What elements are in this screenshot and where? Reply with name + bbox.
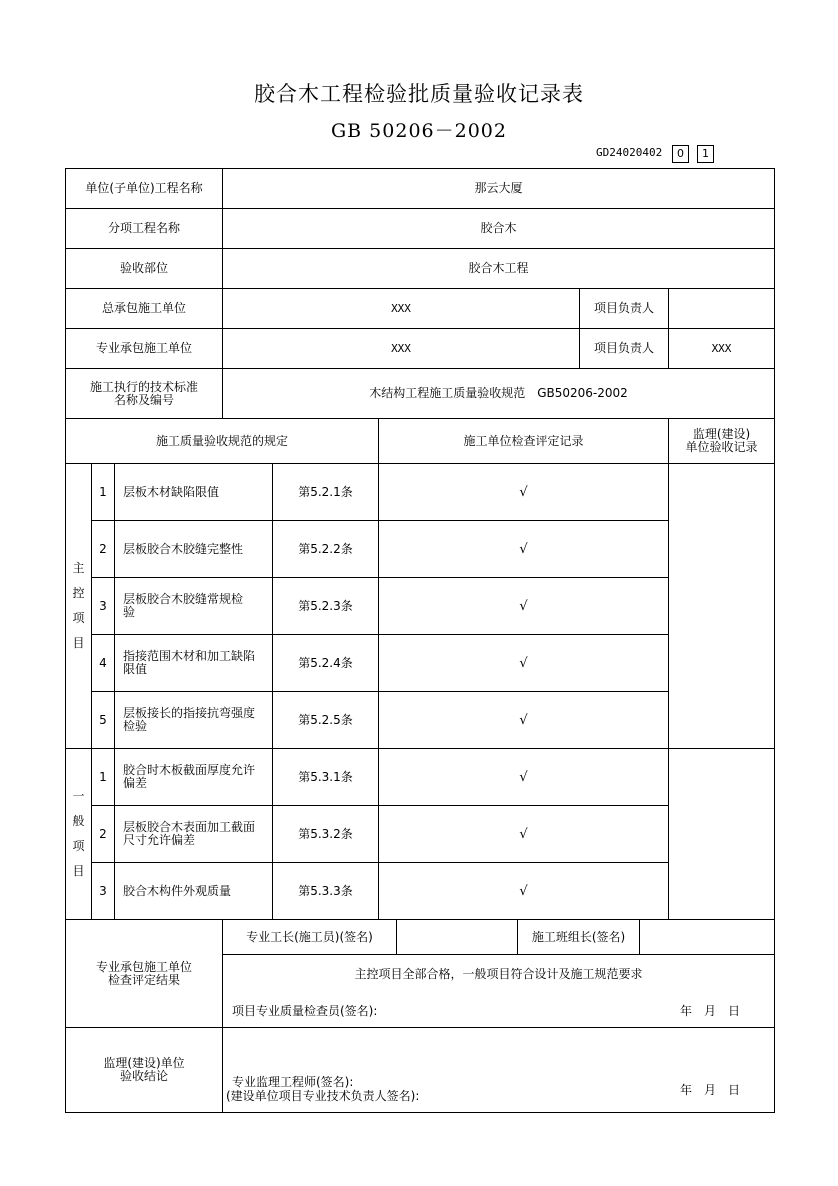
contractor-conclusion[interactable]: 主控项目全部合格，一般项目符合设计及施工规范要求 <box>354 966 643 981</box>
quality-inspector-signature-label: 项目专业质量检查员(签名): <box>232 1003 378 1018</box>
item-name: 层板胶合木胶缝完整性 <box>123 541 244 556</box>
general-label-char: 项 <box>72 839 85 853</box>
contractor-eval-label-line2: 检查评定结果 <box>107 972 180 987</box>
item-clause: 第5.2.4条 <box>298 655 353 670</box>
foreman-signature-label: 专业工长(施工员)(签名) <box>246 929 373 944</box>
record-column-header: 施工单位检查评定记录 <box>463 433 584 448</box>
item-result[interactable]: √ <box>519 883 528 899</box>
code-box-1[interactable]: 0 <box>672 145 689 163</box>
item-clause: 第5.2.5条 <box>298 712 353 727</box>
item-result[interactable]: √ <box>519 541 528 557</box>
item-number: 3 <box>99 883 107 898</box>
supervision-column-header <box>669 419 774 463</box>
project-manager-value-1[interactable] <box>669 289 774 328</box>
item-result[interactable]: √ <box>519 484 528 500</box>
project-name-label: 单位(子单位)工程名称 <box>85 181 203 195</box>
general-label-char: 一 <box>72 789 85 803</box>
general-label-char: 目 <box>72 864 85 878</box>
page-title: 胶合木工程检验批质量验收记录表 <box>254 82 584 106</box>
item-number: 5 <box>99 712 107 727</box>
project-name-value[interactable]: 那云大厦 <box>474 181 523 195</box>
code-box-2[interactable]: 1 <box>697 145 714 163</box>
item-name: 层板接长的指接抗弯强度检验 <box>123 706 256 733</box>
item-name: 层板胶合木胶缝常规检验 <box>123 592 244 619</box>
supervision-eval-label-line1: 监理(建设)单位 <box>103 1056 185 1070</box>
item-name: 胶合时木板截面厚度允许偏差 <box>123 763 256 790</box>
supervision-record-cell[interactable] <box>669 464 774 919</box>
supervision-header-line2: 单位验收记录 <box>685 440 758 454</box>
contractor-eval-label-line1: 专业承包施工单位 <box>95 959 192 974</box>
technical-standard-value[interactable]: 木结构工程施工质量验收规范 GB50206-2002 <box>369 386 628 400</box>
team-leader-signature-field[interactable] <box>640 920 774 954</box>
item-number: 3 <box>99 598 107 613</box>
item-number: 1 <box>99 484 107 499</box>
item-number: 1 <box>99 769 107 784</box>
specialty-contractor-value[interactable]: XXX <box>391 342 411 355</box>
technical-standard-label <box>66 369 222 418</box>
item-name: 层板木材缺陷限值 <box>123 484 220 499</box>
item-result[interactable]: √ <box>519 712 528 728</box>
specialty-contractor-label: 专业承包施工单位 <box>95 341 192 355</box>
project-manager-label-2: 项目负责人 <box>593 341 654 355</box>
supervision-eval-label-line2: 验收结论 <box>119 1069 168 1083</box>
supervision-eval-label <box>66 1028 222 1112</box>
item-result[interactable]: √ <box>519 769 528 785</box>
team-leader-signature-label: 施工班组长(签名) <box>531 929 626 944</box>
supervision-header-line1: 监理(建设) <box>692 427 751 441</box>
foreman-signature-field[interactable] <box>397 920 517 954</box>
main-label-char: 项 <box>72 611 85 625</box>
spec-column-header: 施工质量验收规范的规定 <box>155 433 288 448</box>
item-result[interactable]: √ <box>519 598 528 614</box>
item-result[interactable]: √ <box>519 655 528 671</box>
item-clause: 第5.3.3条 <box>298 883 353 898</box>
item-clause: 第5.3.2条 <box>298 826 353 841</box>
main-control-items-label <box>66 464 91 748</box>
subproject-name-label: 分项工程名称 <box>107 221 180 235</box>
contractor-eval-label <box>66 920 222 1027</box>
item-clause: 第5.3.1条 <box>298 769 353 784</box>
main-label-char: 控 <box>72 586 85 600</box>
item-number: 2 <box>99 826 107 841</box>
item-number: 4 <box>99 655 107 670</box>
item-number: 2 <box>99 541 107 556</box>
general-contractor-label: 总承包施工单位 <box>101 301 186 315</box>
item-name: 胶合木构件外观质量 <box>123 883 232 898</box>
main-label-char: 主 <box>72 561 85 575</box>
supervision-date[interactable]: 年 月 日 <box>679 1082 740 1097</box>
item-clause: 第5.2.1条 <box>298 484 353 499</box>
acceptance-part-value[interactable]: 胶合木工程 <box>468 261 529 275</box>
project-manager-value-2[interactable]: XXX <box>711 342 732 355</box>
item-name: 指接范围木材和加工缺陷限值 <box>123 649 256 676</box>
owner-technical-lead-signature-label: (建设单位项目专业技术负责人签名): <box>226 1089 420 1103</box>
contractor-date[interactable]: 年 月 日 <box>679 1003 740 1018</box>
project-manager-label-1: 项目负责人 <box>593 301 654 315</box>
technical-standard-label-line2: 名称及编号 <box>113 392 174 407</box>
general-label-char: 般 <box>72 814 85 828</box>
supervising-engineer-signature-label: 专业监理工程师(签名): <box>232 1075 354 1089</box>
general-contractor-value[interactable]: XXX <box>391 302 411 315</box>
main-label-char: 目 <box>72 636 85 650</box>
subproject-name-value[interactable]: 胶合木 <box>480 221 517 235</box>
form-code: GD24020402 <box>596 146 663 159</box>
item-clause: 第5.2.2条 <box>298 541 353 556</box>
technical-standard-label-line1: 施工执行的技术标准 <box>89 379 198 394</box>
general-items-label <box>66 749 91 919</box>
standard-number: GB 50206－2002 <box>331 120 507 142</box>
item-name: 层板胶合木表面加工截面尺寸允许偏差 <box>123 820 256 847</box>
acceptance-part-label: 验收部位 <box>119 261 168 275</box>
item-result[interactable]: √ <box>519 826 528 842</box>
item-clause: 第5.2.3条 <box>298 598 353 613</box>
